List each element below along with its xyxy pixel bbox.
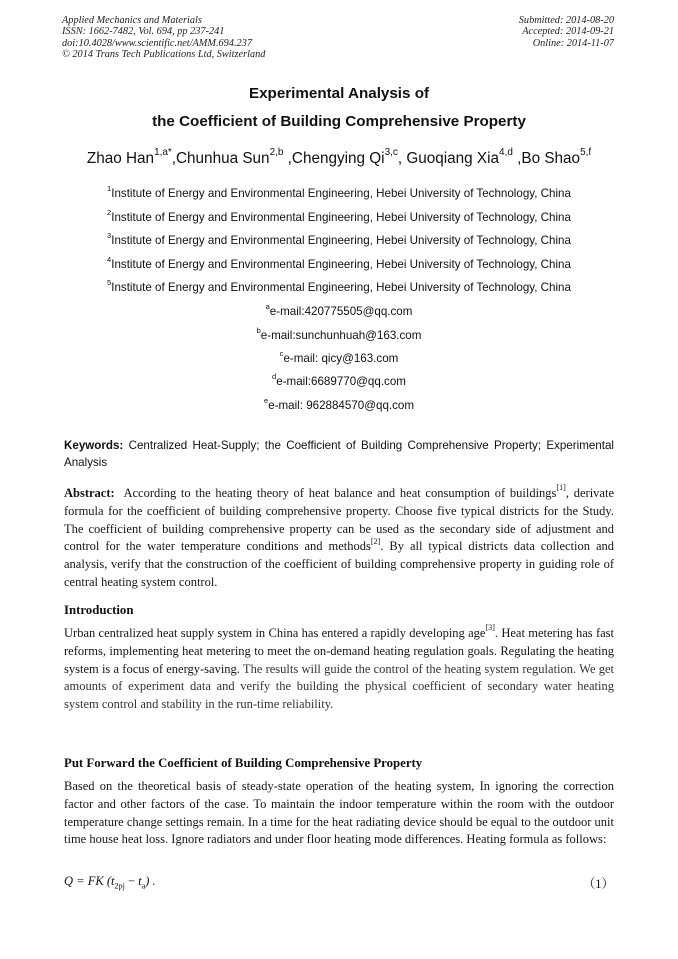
affiliation-marker: 2: [107, 207, 112, 217]
abstract-text: , derivate formula for the coefficient of building comprehensive property. Choose five typical districts for the Study. The coefficient of building comprehensive property can be used as the secondary side of adjustment and control for the water temperature conditions and methods: [64, 486, 614, 554]
affiliation-text: Institute of Energy and Environmental Engineering, Hebei University of Technology, China: [111, 187, 571, 200]
affiliation-marker: 3: [107, 230, 112, 240]
affiliation-4: [0, 254, 678, 271]
author-marker: 5,f: [580, 146, 592, 158]
author-list: [0, 146, 678, 168]
email-marker: a: [265, 301, 270, 311]
author-name: Bo Shao: [521, 150, 581, 167]
email-e: [0, 395, 678, 412]
abstract-text: According to the heating theory of heat balance and heat consumption of buildings: [123, 486, 557, 500]
paper-title-line-1: Experimental Analysis of: [248, 85, 430, 102]
email-text: e-mail:6689770@qq.com: [276, 375, 406, 388]
paper-title-line-2: the Coefficient of Building Comprehensive Property: [152, 113, 526, 130]
copyright-line: © 2014 Trans Tech Publications Ltd, Switzerland: [62, 48, 266, 60]
citation-marker: [1]: [556, 483, 566, 493]
email-marker: e: [263, 395, 269, 405]
affiliation-text: Institute of Energy and Environmental Engineering, Hebei University of Technology, China: [111, 234, 571, 247]
email-b: [0, 325, 678, 342]
online-date: Online: 2014-11-07: [532, 37, 614, 49]
affiliation-text: Institute of Energy and Environmental Engineering, Hebei University of Technology, China: [111, 258, 571, 271]
author-marker: 4,d: [499, 146, 513, 158]
abstract-text: . By all typical districts data collection and analysis, verify that the construction of the coefficient of building comprehensive property in guiding role of central heating system control.: [64, 539, 614, 589]
affiliation-2: [0, 207, 678, 224]
equation-variable: t: [138, 874, 142, 888]
author-name: Guoqiang Xia: [406, 150, 500, 167]
equation-lhs: Q = FK: [64, 874, 104, 888]
author-separator: ,: [512, 150, 522, 167]
author-name: Chunhua Sun: [176, 150, 270, 167]
affiliation-3: [0, 230, 678, 247]
author-marker: 3,c: [384, 146, 398, 158]
introduction-text: . Heat metering has fast reforms, implementing heat metering to meet the on-demand heating regulation goals. Regulating the heating system is a focus of energy-saving.: [64, 626, 614, 676]
abstract-label: Abstract:: [64, 486, 115, 500]
equation-variable: t: [110, 874, 115, 888]
affiliation-marker: 5: [107, 277, 112, 287]
email-text: e-mail: qicy@163.com: [283, 352, 399, 365]
equation-number: （1）: [582, 877, 614, 891]
issn-line: ISSN: 1662-7482, Vol. 694, pp 237-241: [62, 26, 225, 38]
equation-1: Q = FK $(t_{2pj} - t_a)$ .: [64, 874, 156, 891]
affiliation-text: Institute of Energy and Environmental Engineering, Hebei University of Technology, China: [111, 211, 571, 224]
email-text: e-mail:420775505@qq.com: [269, 305, 413, 318]
affiliation-marker: 1: [107, 183, 112, 193]
abstract-paragraph: [64, 485, 614, 592]
citation-marker: [2]: [370, 536, 381, 546]
introduction-text: Urban centralized heat supply system in China has entered a rapidly developing age: [64, 626, 486, 640]
email-a: [0, 301, 678, 318]
section-heading-introduction: Introduction: [64, 603, 134, 617]
author-separator: ,: [283, 150, 292, 167]
doi-line: doi:10.4028/www.scientific.net/AMM.694.237: [62, 37, 252, 49]
author-separator: ,: [171, 150, 176, 167]
citation-marker: [3]: [485, 623, 495, 633]
submitted-date: Submitted: 2014-08-20: [518, 15, 614, 26]
email-d: [0, 371, 678, 388]
author-marker: 1,a*: [154, 146, 172, 158]
equation-subscript: 2pj: [114, 881, 125, 891]
introduction-text: The results will guide the control of the heating system regulation. We get amounts of experiment data and verify the building the physical coefficient of secondary water heating system control and stability in the run-time reliability.: [64, 661, 614, 712]
journal-header-left: [62, 15, 265, 60]
email-text: e-mail: 962884570@qq.com: [268, 399, 415, 412]
author-separator: ,: [397, 150, 407, 167]
author-name: Chengying Qi: [291, 150, 385, 167]
affiliation-5: [0, 277, 678, 294]
equation-subscript: a: [141, 881, 146, 891]
keywords-label: Keywords:: [64, 439, 124, 452]
author-marker: 2,b: [269, 146, 284, 158]
journal-name: Applied Mechanics and Materials: [62, 15, 202, 26]
section-paragraph: Based on the theoretical basis of steady-state operation of the heating system, In ignoring the correction factor and other factors of the case. To maintain the indoor temperature within the room with the outdoor temperature change settings remain. In a time for the heat radiating device should be equal to the outdoor unit time house heat loss. Ignore radiators and under floor heating mode differences. Heating formula as follows:: [64, 779, 614, 847]
author-name: Zhao Han: [86, 150, 155, 167]
section-heading-coefficient: Put Forward the Coefficient of Building Comprehensive Property: [64, 756, 423, 770]
affiliation-marker: 4: [107, 254, 112, 264]
accepted-date: Accepted: 2014-09-21: [522, 26, 614, 38]
equation-operator: −: [127, 874, 136, 888]
keywords-text: Centralized Heat-Supply; the Coefficient of Building Comprehensive Property; Experimental Analysis: [64, 439, 614, 470]
email-marker: b: [256, 325, 261, 335]
email-marker: d: [272, 371, 277, 381]
email-text: e-mail:sunchunhuah@163.com: [260, 329, 422, 342]
journal-header-right: [519, 15, 614, 49]
email-marker: c: [279, 348, 284, 358]
introduction-paragraph: [64, 625, 614, 714]
affiliation-1: [0, 183, 678, 200]
affiliation-text: Institute of Energy and Environmental Engineering, Hebei University of Technology, China: [111, 281, 571, 294]
keywords-paragraph: [64, 437, 614, 471]
email-c: [0, 348, 678, 365]
